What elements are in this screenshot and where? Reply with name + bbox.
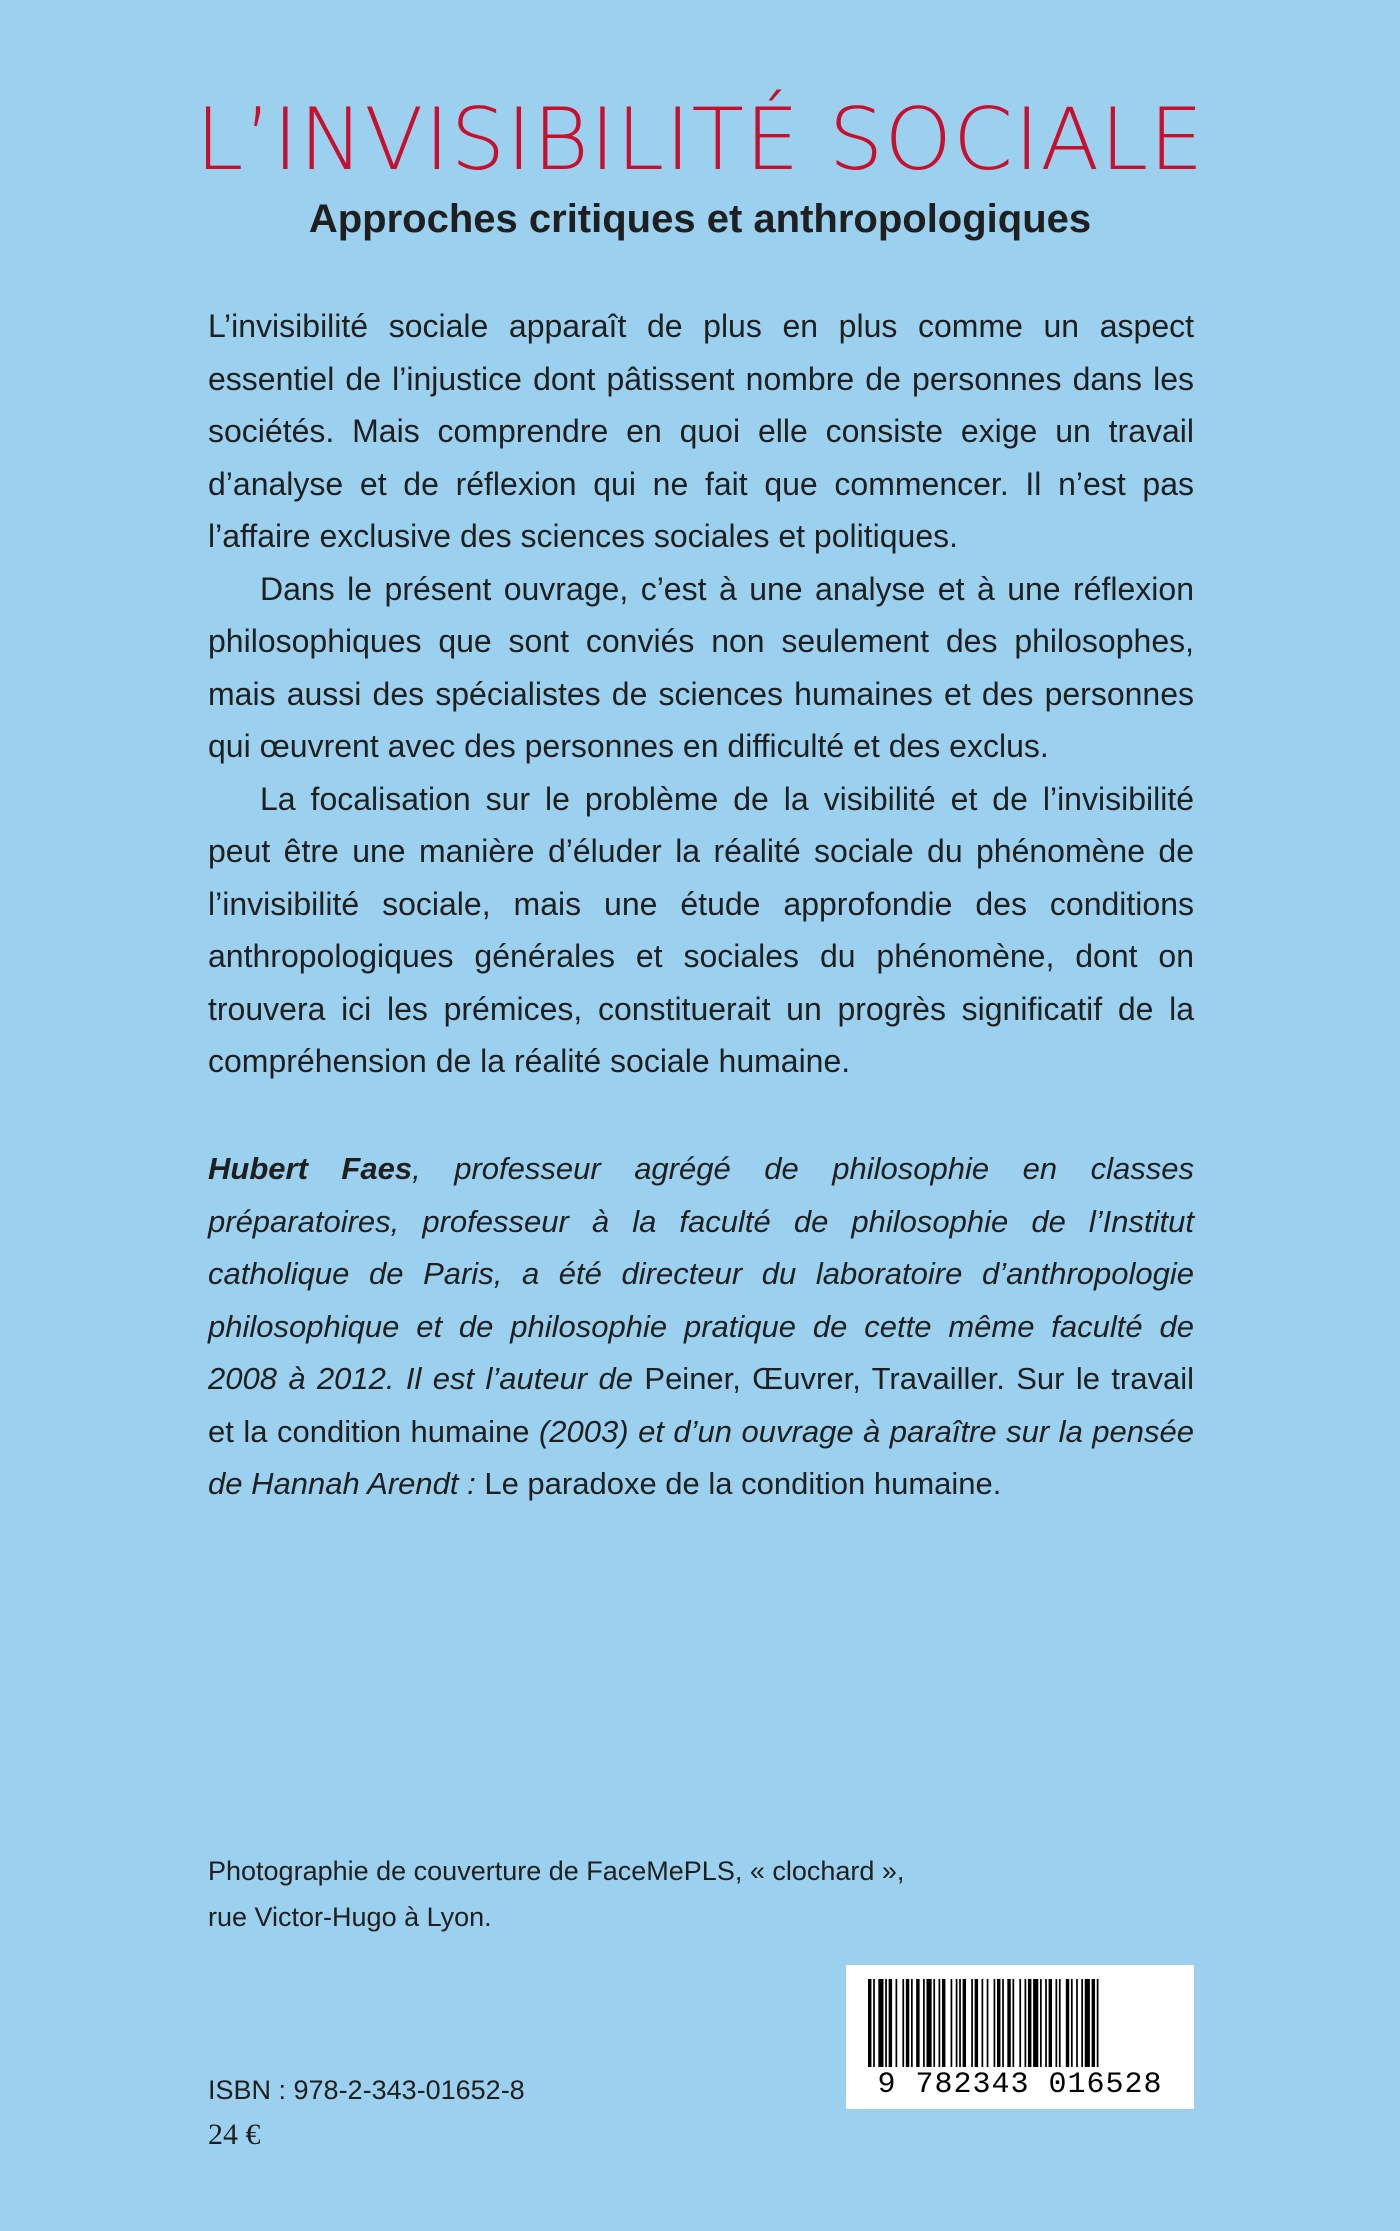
book-title: L’INVISIBILITÉ SOCIALE	[195, 90, 1205, 190]
photo-credit	[208, 1848, 968, 1940]
photo-credit-line-1: Photographie de couverture de FaceMePLS, « clochard »,	[208, 1856, 905, 1886]
bio-text-1: , professeur agrégé de philosophie en classes préparatoires, professeur à la faculté de philosophie de l’Institut catholique de Paris, a été directeur du laboratoire d’anthropologie philosophique et de philosophie pratique de cette même faculté de 2008 à 2012. Il est l’auteur de	[208, 1151, 1194, 1396]
barcode-number: 9 782343 016528	[877, 2068, 1163, 2102]
bio-book-2: Le paradoxe de la condition humaine.	[484, 1466, 1002, 1501]
bio-text-2: (2003) et d’un ouvrage à paraître sur la pensée de Hannah Arendt :	[208, 1413, 1195, 1501]
isbn: ISBN : 978-2-343-01652-8	[208, 2075, 525, 2105]
barcode-bars	[846, 1965, 1194, 2069]
author-bio	[208, 1143, 1194, 1511]
price: 24 €	[208, 2118, 261, 2151]
barcode	[846, 1965, 1194, 2109]
photo-credit-line-2: rue Victor-Hugo à Lyon.	[208, 1902, 492, 1932]
blurb-paragraph-1: L’invisibilité sociale apparaît de plus en plus comme un aspect essentiel de l’injustice dont pâtissent nombre de personnes dans les sociétés. Mais comprendre en quoi elle consiste exige un travail d’analyse et de réflexion qui ne fait que commencer. Il n’est pas l’affaire exclusive des sciences sociales et politiques.	[208, 308, 1194, 554]
book-subtitle: Approches critiques et anthropologiques	[308, 197, 1092, 241]
blurb	[208, 300, 1194, 1088]
author-name: Hubert Faes	[208, 1151, 413, 1186]
bio-book-1: Peiner, Œuvrer, Travailler. Sur le travail et la condition humaine	[208, 1361, 1195, 1449]
blurb-paragraph-3: La focalisation sur le problème de la visibilité et de l’invisibilité peut être une manière d’éluder la réalité sociale du phénomène de l’invisibilité sociale, mais une étude approfondie des conditions anthropologiques générales et sociales du phénomène, dont on trouvera ici les prémices, constituerait un progrès significatif de la compréhension de la réalité sociale humaine.	[208, 780, 1194, 1079]
blurb-paragraph-2: Dans le présent ouvrage, c’est à une analyse et à une réflexion philosophiques que sont conviés non seulement des philosophes, mais aussi des spécialistes de sciences humaines et des personnes qui œuvrent avec des personnes en difficulté et des exclus.	[208, 570, 1194, 764]
